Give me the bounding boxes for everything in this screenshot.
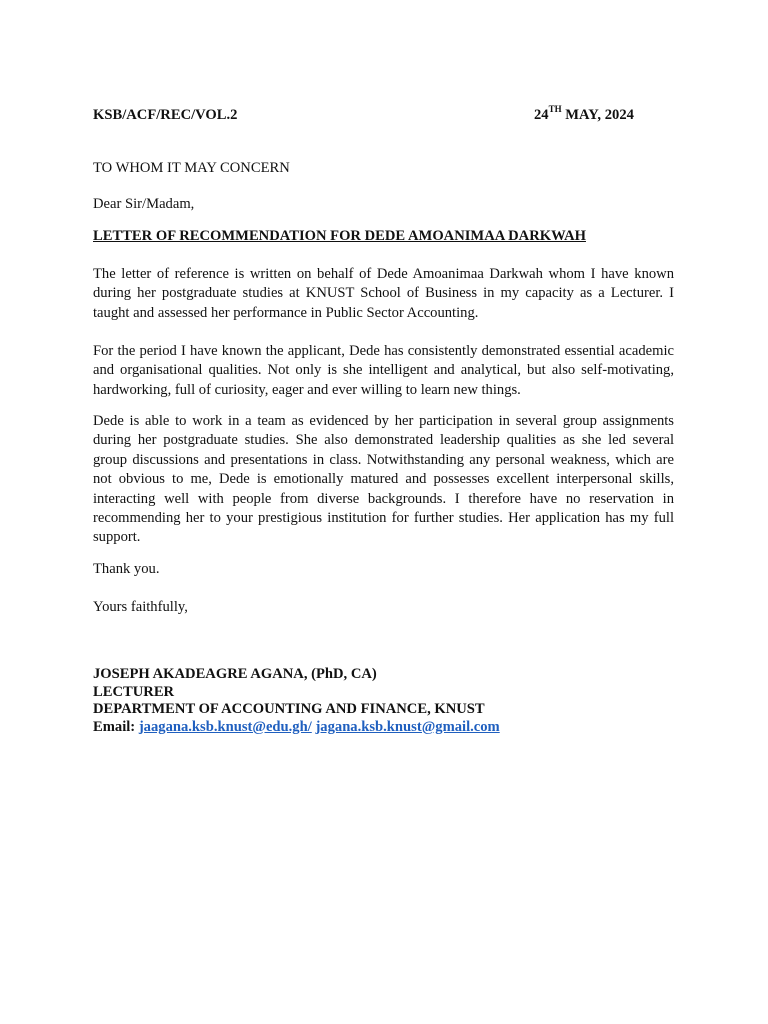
addressee: TO WHOM IT MAY CONCERN: [93, 160, 290, 176]
subject-line: LETTER OF RECOMMENDATION FOR DEDE AMOANIMAA DARKWAH: [93, 228, 586, 244]
signatory-name: JOSEPH AKADEAGRE AGANA, (PhD, CA): [93, 666, 377, 682]
date-day: 24: [534, 107, 549, 123]
thanks-line: Thank you.: [93, 561, 160, 577]
salutation: Dear Sir/Madam,: [93, 196, 195, 212]
email-label: Email:: [93, 718, 139, 735]
date-month-year: MAY, 2024: [561, 107, 634, 123]
letter-page: [93, 0, 674, 1024]
reference-number: KSB/ACF/REC/VOL.2: [93, 107, 238, 123]
email-line: [93, 719, 674, 737]
email-link-1[interactable]: jaagana.ksb.knust@edu.gh/: [138, 718, 312, 735]
letter-date: [534, 106, 634, 125]
closing-line: Yours faithfully,: [93, 599, 188, 615]
date-suffix: TH: [548, 104, 562, 115]
paragraph-2: For the period I have known the applicant, Dede has consistently demonstrated essential academic and organisational qualities. Not only is she intelligent and analytical, but also self-motivating, hardworking, full of curiosity, eager and ever willing to learn new things.: [93, 343, 674, 398]
paragraph-3: Dede is able to work in a team as evidenced by her participation in several group assignments during her postgraduate studies. She also demonstrated leadership qualities as she led several group discussions and presentations in class. Notwithstanding any personal weakness, which are not obvious to me, Dede is emotionally matured and possesses excellent interpersonal skills, interacting well with people from diverse backgrounds. I therefore have no reservation in recommending her to your prestigious institution for further studies. Her application has my full support.: [93, 413, 674, 546]
signatory-department: DEPARTMENT OF ACCOUNTING AND FINANCE, KNUST: [93, 701, 485, 717]
paragraph-1: The letter of reference is written on behalf of Dede Amoanimaa Darkwah whom I have known during her postgraduate studies at KNUST School of Business in my capacity as a Lecturer. I taught and assessed her performance in Public Sector Accounting.: [93, 266, 674, 321]
signatory-title: LECTURER: [93, 683, 175, 700]
header-row: [93, 106, 674, 126]
signature-block: [93, 666, 674, 736]
email-link-2[interactable]: jagana.ksb.knust@gmail.com: [315, 718, 500, 735]
